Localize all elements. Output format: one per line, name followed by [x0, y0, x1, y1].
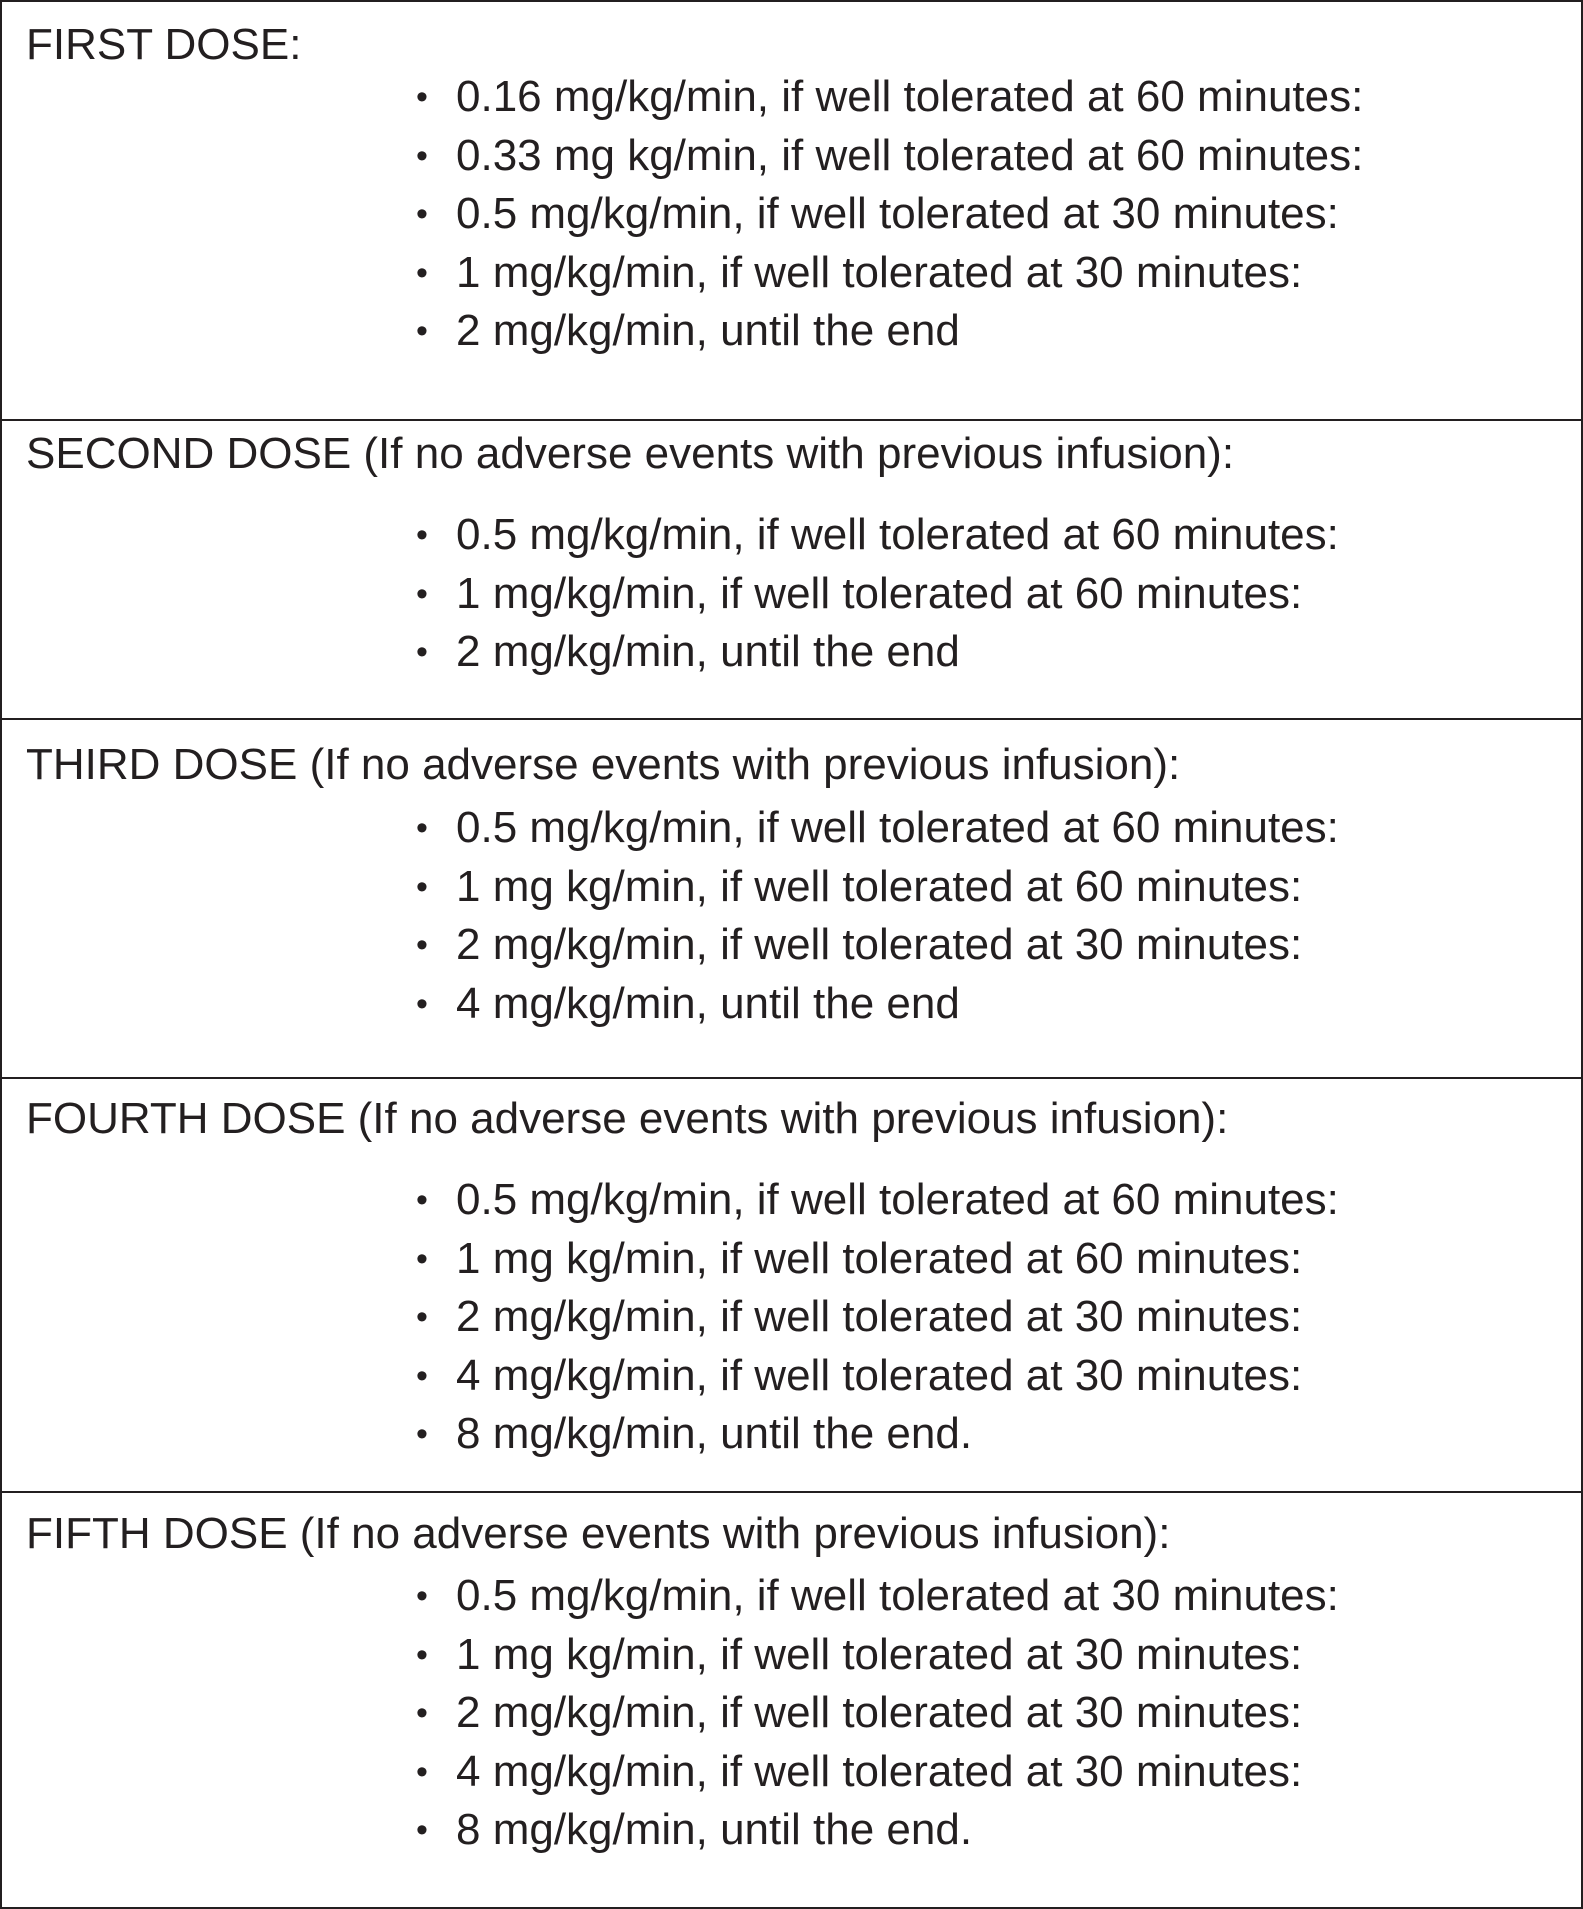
bullet: •: [416, 1415, 428, 1453]
list-item: • 2 mg/kg/min, if well tolerated at 30 minutes:: [410, 1684, 1339, 1743]
list-item: • 0.5 mg/kg/min, if well tolerated at 30 minutes:: [410, 1567, 1339, 1626]
list-item: • 1 mg kg/min, if well tolerated at 30 minutes:: [410, 1626, 1339, 1685]
bullet: •: [416, 253, 428, 292]
bullet: •: [416, 1752, 428, 1791]
bullet: •: [416, 1635, 428, 1674]
list-item: • 0.5 mg/kg/min, if well tolerated at 60 minutes:: [410, 1171, 1339, 1230]
step-list: [410, 799, 1339, 1033]
list-item: • 0.5 mg/kg/min, if well tolerated at 60 minutes:: [410, 799, 1339, 858]
bullet: •: [416, 867, 428, 906]
first-dose-section: [2, 2, 1581, 419]
bullet: •: [416, 136, 428, 175]
bullet: •: [416, 633, 428, 671]
list-item: • 1 mg/kg/min, if well tolerated at 60 minutes:: [410, 565, 1339, 624]
list-item: • 4 mg/kg/min, if well tolerated at 30 minutes:: [410, 1347, 1339, 1406]
bullet: •: [416, 1811, 428, 1849]
step-list: [410, 68, 1363, 361]
list-item: • 2 mg/kg/min, if well tolerated at 30 minutes:: [410, 1288, 1339, 1347]
step-list: [410, 1171, 1339, 1464]
bullet: •: [416, 195, 428, 233]
list-item: • 0.5 mg/kg/min, if well tolerated at 60 minutes:: [410, 506, 1339, 565]
second-dose-section: [2, 419, 1581, 718]
list-item: • 4 mg/kg/min, until the end: [410, 975, 1339, 1034]
bullet: •: [416, 1239, 428, 1278]
bullet: •: [416, 1577, 428, 1615]
list-item: • 4 mg/kg/min, if well tolerated at 30 minutes:: [410, 1743, 1339, 1802]
section-heading: FOURTH DOSE (If no adverse events with previous infusion):: [26, 1094, 1229, 1143]
list-item: • 8 mg/kg/min, until the end.: [410, 1405, 1339, 1464]
step-list: [410, 1567, 1339, 1860]
list-item: • 0.16 mg/kg/min, if well tolerated at 60 minutes:: [410, 68, 1363, 127]
list-item: • 2 mg/kg/min, if well tolerated at 30 minutes:: [410, 916, 1339, 975]
list-item: • 0.5 mg/kg/min, if well tolerated at 30 minutes:: [410, 185, 1363, 244]
third-dose-section: [2, 718, 1581, 1077]
bullet: •: [416, 78, 428, 116]
list-item: • 8 mg/kg/min, until the end.: [410, 1801, 1339, 1860]
bullet: •: [416, 984, 428, 1023]
section-heading: SECOND DOSE (If no adverse events with previous infusion):: [26, 429, 1235, 478]
bullet: •: [416, 516, 428, 554]
list-item: • 2 mg/kg/min, until the end: [410, 302, 1363, 361]
list-item: • 0.33 mg kg/min, if well tolerated at 60 minutes:: [410, 127, 1363, 186]
bullet: •: [416, 574, 428, 613]
bullet: •: [416, 312, 428, 350]
section-heading: THIRD DOSE (If no adverse events with previous infusion):: [26, 740, 1181, 789]
list-item: • 2 mg/kg/min, until the end: [410, 623, 1339, 682]
list-item: • 1 mg kg/min, if well tolerated at 60 minutes:: [410, 858, 1339, 917]
section-heading: FIFTH DOSE (If no adverse events with previous infusion):: [26, 1509, 1171, 1558]
list-item: • 1 mg/kg/min, if well tolerated at 30 minutes:: [410, 244, 1363, 303]
step-list: [410, 506, 1339, 682]
bullet: •: [416, 1694, 428, 1732]
bullet: •: [416, 1356, 428, 1395]
bullet: •: [416, 1298, 428, 1336]
list-item: • 1 mg kg/min, if well tolerated at 60 minutes:: [410, 1230, 1339, 1289]
section-heading: FIRST DOSE:: [26, 20, 302, 69]
bullet: •: [416, 926, 428, 964]
bullet: •: [416, 1181, 428, 1219]
fifth-dose-section: [2, 1491, 1581, 1909]
fourth-dose-section: [2, 1077, 1581, 1491]
bullet: •: [416, 809, 428, 847]
